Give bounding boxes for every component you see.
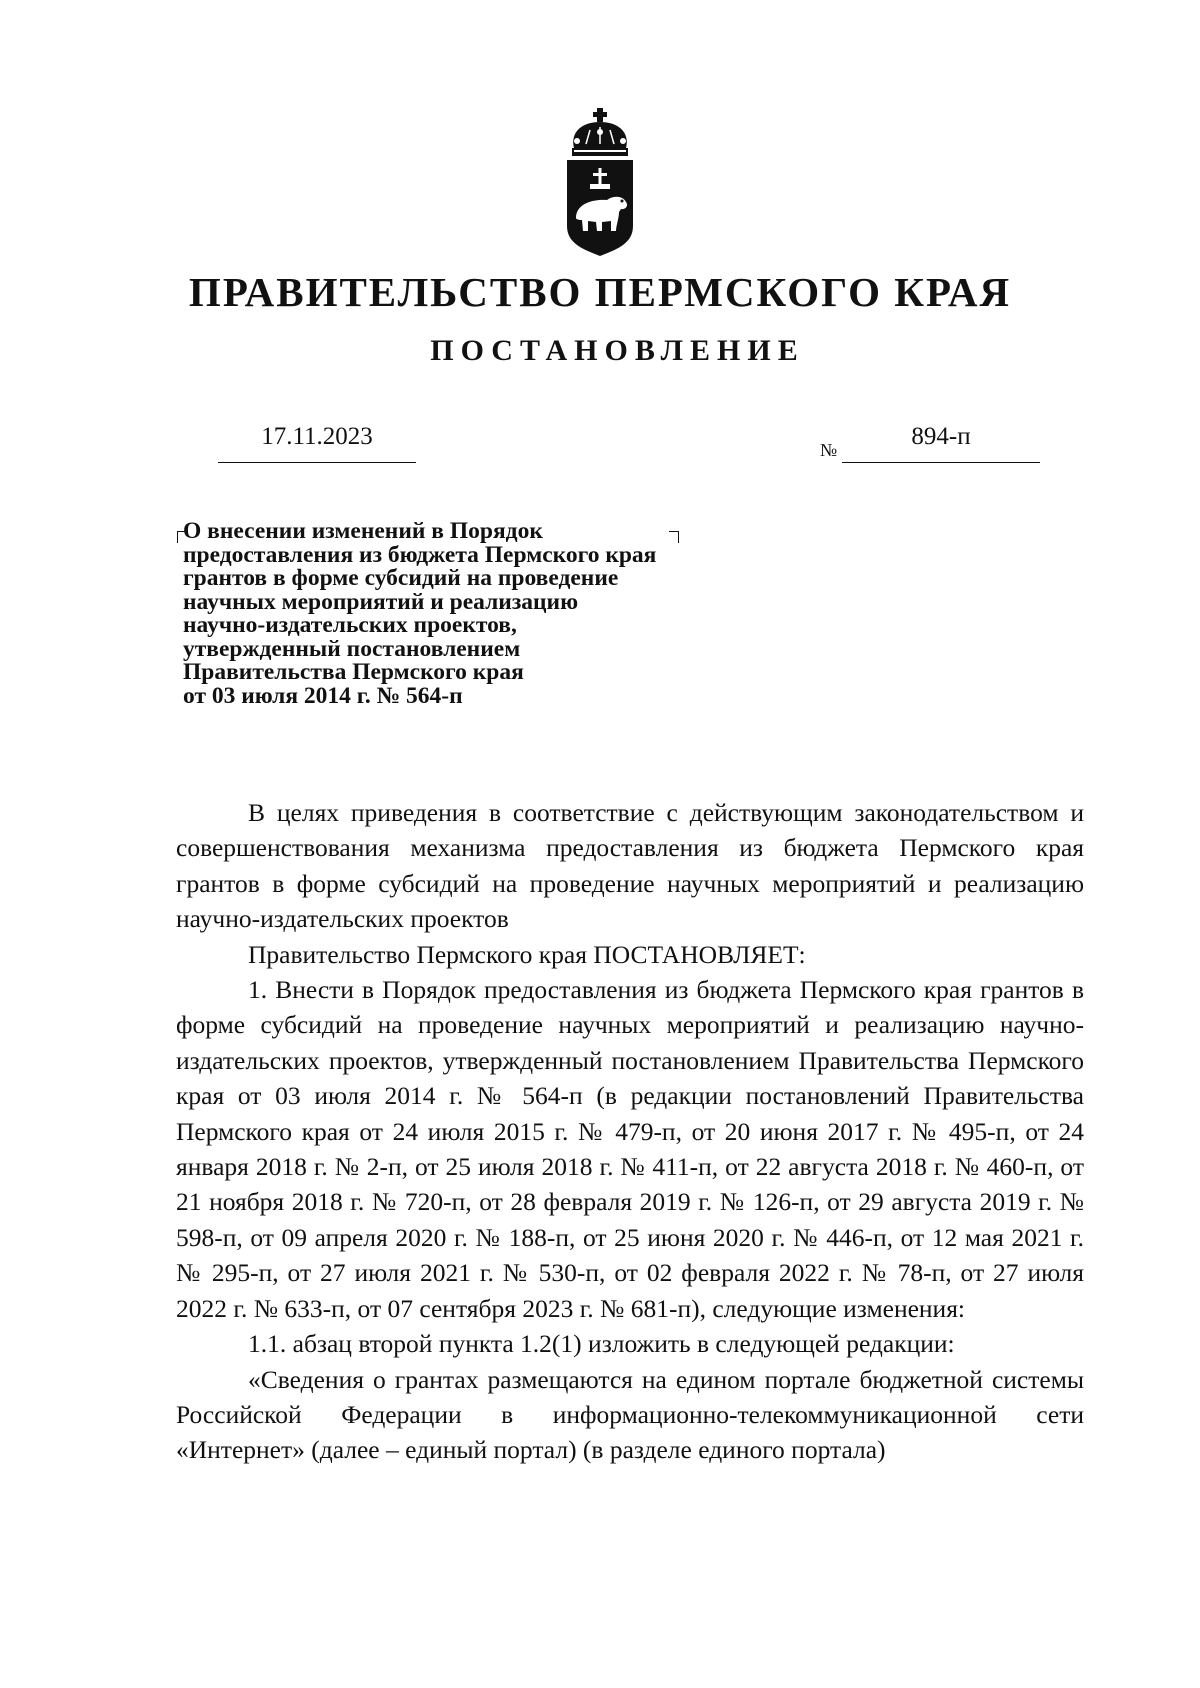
clause-1-1-paragraph: 1.1. абзац второй пункта 1.2(1) изложить в следующей редакции: [248,1329,955,1359]
clause-1-paragraph: 1. Внести в Порядок предоставления из бюджета Пермского края грантов в форме субсидий на проведение научных мероприятий и реализацию научно-издательских проектов, утвержденный постановлением Правительства Пермского края от 03 июля 2014 г. № 564-п (в редакции постановлений Правительства Пермского края от 24 июля 2015 г. № 479-п, от 20 июня 2017 г. № 495-п, от 24 января 2018 г. № 2-п, от 25 июля 2018 г. № 411-п, от 22 августа 2018 г. № 460-п, от 21 ноября 2018 г. № 720-п, от 28 февраля 2019 г. № 126-п, от 29 августа 2019 г. № 598-п, от 09 апреля 2020 г. № 188-п, от 25 июня 2020 г. № 446-п, от 12 мая 2021 г. № 295-п, от 27 июля 2021 г. № 530-п, от 02 февраля 2022 г. № 78-п, от 27 июля 2022 г. № 633-п, от 07 сентября 2023 г. № 681-п), следующие изменения: [176,975,1084,1323]
perm-krai-coat-of-arms-icon [560,108,640,258]
quoted-text-paragraph: «Сведения о грантах размещаются на едином портале бюджетной системы Российской Федерации в информационно-телекоммуникационной сети «Интернет» (далее – единый портал) (в разделе единого портала) [176,1364,1084,1465]
document-subject: О внесении изменений в Порядок предоставления из бюджета Пермского края грантов в форме субсидий на проведение научных мероприятий и реализацию научно-издательских проектов, утвержденный постановлением Правительства Пермского края от 03 июля 2014 г. № 564-п [183,518,657,709]
preamble-paragraph: В целях приведения в соответствие с действующим законодательством и совершенствования механизма предоставления из бюджета Пермского края грантов в форме субсидий на проведение научных мероприятий и реализацию научно-издательских проектов [176,798,1084,934]
document-date: 17.11.2023 [218,420,416,463]
document-body [176,795,1084,1468]
resolves-paragraph: Правительство Пермского края ПОСТАНОВЛЯЕТ: [248,939,806,969]
document-type-title: ПОСТАНОВЛЕНИЕ [430,334,805,367]
organization-title: ПРАВИТЕЛЬСТВО ПЕРМСКОГО КРАЯ [188,269,1012,315]
document-number-label: № [820,440,838,460]
document-number: 894-п [842,420,1040,463]
